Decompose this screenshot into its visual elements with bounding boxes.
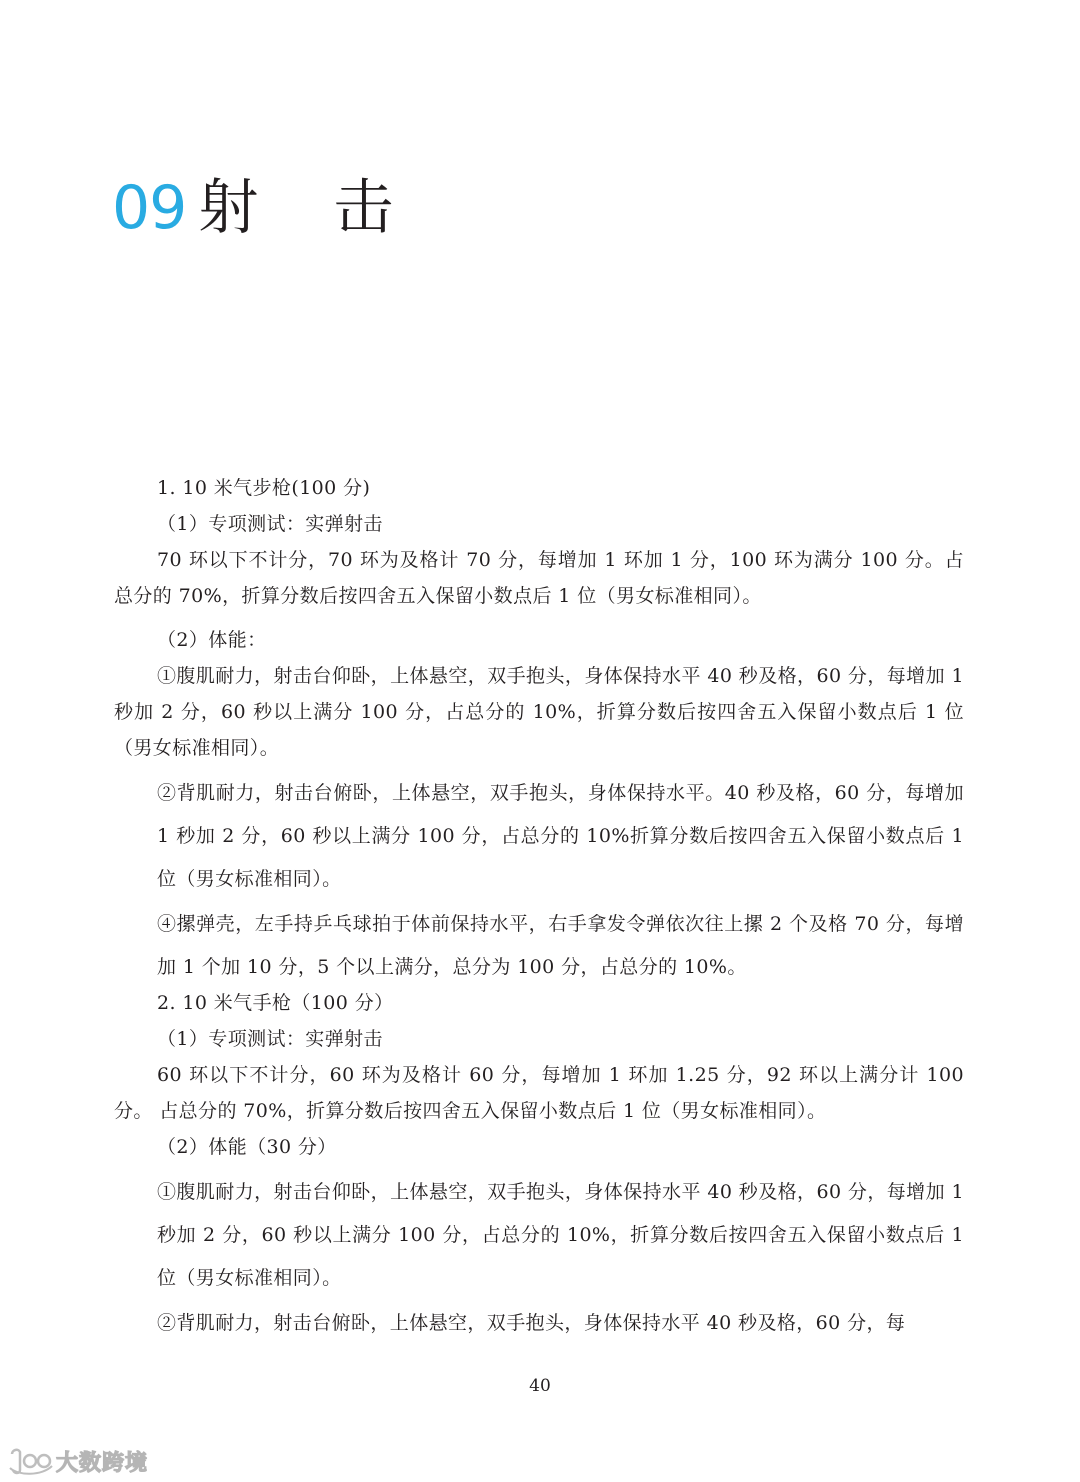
chapter-number: 09 — [112, 173, 187, 243]
chapter-title: 射 击 — [198, 173, 422, 243]
section-1-paragraph-1: 70 环以下不计分，70 环为及格计 70 分，每增加 1 环加 1 分，100 环为满分 100 分。占总分的 70%，折算分数后按四舍五入保留小数点后 1 位（男女标准相同）。 — [114, 549, 964, 607]
section-1-subheading-1: （1）专项测试：实弹射击 — [157, 513, 383, 535]
section-2-paragraph-3: ②背肌耐力，射击台俯卧，上体悬空，双手抱头，身体保持水平 40 秒及格，60 分，每 — [157, 1312, 906, 1334]
chapter-heading — [112, 168, 421, 248]
section-2-subheading-1: （1）专项测试：实弹射击 — [157, 1028, 383, 1050]
section-1-subheading-2: （2）体能： — [157, 629, 267, 651]
section-1-paragraph-3: ②背肌耐力，射击台俯卧，上体悬空，双手抱头，身体保持水平。40 秒及格，60 分，每增加 1 秒加 2 分，60 秒以上满分 100 分，占总分的 10%折算分数后按四舍五入保留小数点后 1 位（男女标准相同）。 — [157, 782, 964, 890]
section-1-paragraph-4: ④摞弹壳，左手持乒乓球拍于体前保持水平，右手拿发令弹依次往上摞 2 个及格 70 分，每增加 1 个加 10 分，5 个以上满分，总分为 100 分，占总分的 10%。 — [157, 913, 964, 978]
watermark-logo-icon — [8, 1446, 54, 1476]
watermark — [8, 1444, 148, 1478]
section-1-title: 1. 10 米气步枪(100 分) — [157, 477, 371, 499]
page-number: 40 — [529, 1376, 551, 1396]
section-2-title: 2. 10 米气手枪（100 分） — [157, 992, 394, 1014]
watermark-text: 大数跨境 — [56, 1450, 149, 1476]
section-2-paragraph-1: 60 环以下不计分，60 环为及格计 60 分，每增加 1 环加 1.25 分，92 环以上满分计 100 分。 占总分的 70%，折算分数后按四舍五入保留小数点后 1 位（男女标准相同）。 — [114, 1064, 964, 1122]
section-1-paragraph-2: ①腹肌耐力，射击台仰卧，上体悬空，双手抱头，身体保持水平 40 秒及格，60 分，每增加 1 秒加 2 分，60 秒以上满分 100 分，占总分的 10%，折算分数后按四舍五入保留小数点后 1 位（男女标准相同）。 — [114, 665, 964, 759]
section-2-subheading-2: （2）体能（30 分） — [157, 1136, 337, 1158]
section-2-paragraph-2: ①腹肌耐力，射击台仰卧，上体悬空，双手抱头，身体保持水平 40 秒及格，60 分，每增加 1 秒加 2 分，60 秒以上满分 100 分，占总分的 10%，折算分数后按四舍五入保留小数点后 1 位（男女标准相同）。 — [157, 1181, 964, 1289]
